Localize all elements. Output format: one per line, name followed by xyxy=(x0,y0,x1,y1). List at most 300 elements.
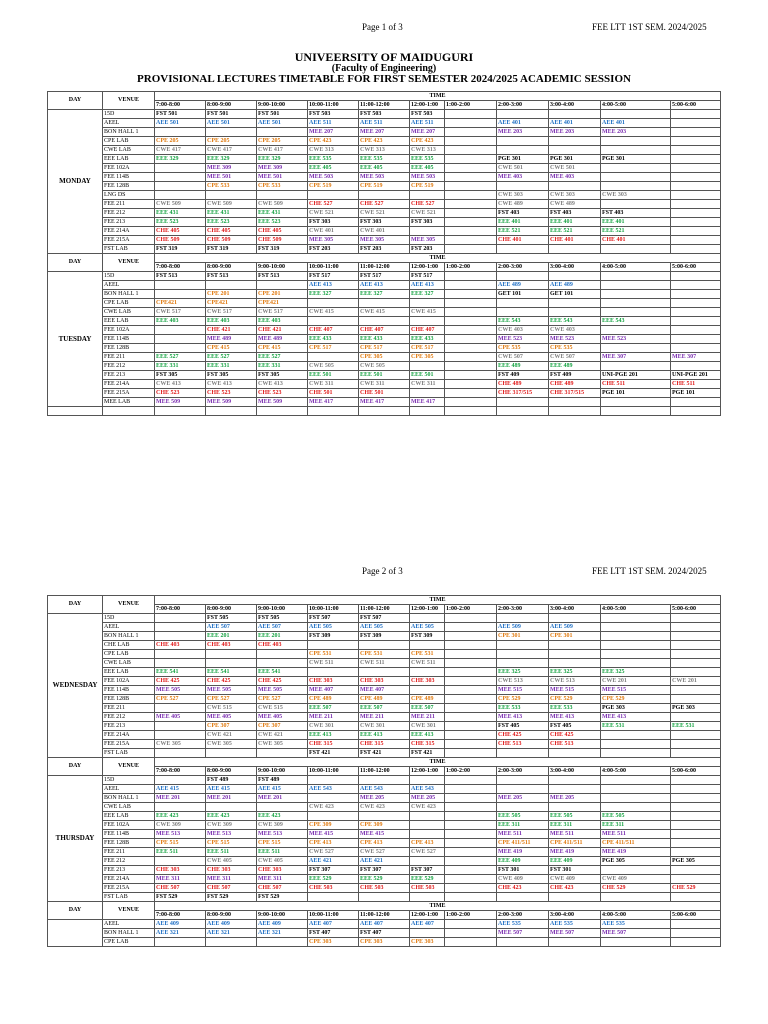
course-cell xyxy=(257,659,308,668)
course-cell: MEE 205 xyxy=(359,794,410,803)
course-cell: MEE 507 xyxy=(601,929,671,938)
course-cell: FST 305 xyxy=(206,371,257,380)
course-cell: CWE 511 xyxy=(308,659,359,668)
course-cell: CWE 405 xyxy=(206,857,257,866)
course-cell xyxy=(671,209,721,218)
empty-cell xyxy=(497,407,549,416)
course-cell xyxy=(671,650,721,659)
course-cell xyxy=(549,938,601,947)
course-cell: EEE 401 xyxy=(497,218,549,227)
course-cell xyxy=(410,929,445,938)
course-cell xyxy=(671,272,721,281)
course-cell: CHE 489 xyxy=(549,380,601,389)
course-cell: EEE 433 xyxy=(308,335,359,344)
course-cell xyxy=(601,290,671,299)
course-cell: CHE 503 xyxy=(359,884,410,893)
course-cell: CHE 509 xyxy=(206,236,257,245)
course-cell xyxy=(410,641,445,650)
venue-cell: FEE 114B xyxy=(103,173,155,182)
course-cell xyxy=(601,731,671,740)
course-cell xyxy=(206,281,257,290)
course-cell: EEE 531 xyxy=(601,722,671,731)
course-cell: CWE 517 xyxy=(155,308,206,317)
course-cell: CHE 407 xyxy=(308,326,359,335)
course-cell xyxy=(671,218,721,227)
course-cell xyxy=(410,317,445,326)
course-cell: EEE 505 xyxy=(601,812,671,821)
course-cell: MEE 415 xyxy=(308,830,359,839)
course-cell: CPE 411/511 xyxy=(549,839,601,848)
course-cell xyxy=(445,785,497,794)
time-slot-header: 4:00-5:00 xyxy=(601,911,671,920)
course-cell: EEE 329 xyxy=(257,155,308,164)
course-cell: FST 505 xyxy=(257,614,308,623)
course-cell xyxy=(155,290,206,299)
time-slot-header: 8:00-9:00 xyxy=(206,911,257,920)
course-cell: EEE 535 xyxy=(308,155,359,164)
course-cell: CHE 317/515 xyxy=(549,389,601,398)
course-cell: CWE 527 xyxy=(359,848,410,857)
course-cell: MEE 501 xyxy=(206,173,257,182)
course-cell xyxy=(497,749,549,758)
blank-row xyxy=(48,407,721,416)
course-cell: CHE 527 xyxy=(410,200,445,209)
venue-cell: FEE 128B xyxy=(103,344,155,353)
time-slot-header: 4:00-5:00 xyxy=(601,767,671,776)
course-cell xyxy=(671,785,721,794)
course-cell: CHE 403 xyxy=(257,641,308,650)
time-slot-header: 5:00-6:00 xyxy=(671,911,721,920)
table-row xyxy=(48,281,721,290)
course-cell: EEE 521 xyxy=(549,227,601,236)
course-cell: FST 529 xyxy=(155,893,206,902)
course-cell: EEE 405 xyxy=(359,164,410,173)
course-cell xyxy=(601,146,671,155)
course-cell xyxy=(497,641,549,650)
course-cell xyxy=(671,740,721,749)
course-cell: FST 503 xyxy=(410,110,445,119)
course-cell xyxy=(671,668,721,677)
course-cell xyxy=(308,353,359,362)
table-row xyxy=(48,938,721,947)
course-cell: CWE 507 xyxy=(549,353,601,362)
course-cell xyxy=(671,848,721,857)
time-header: TIME xyxy=(155,92,721,101)
course-cell: MEE 419 xyxy=(601,848,671,857)
course-cell: FST 305 xyxy=(257,371,308,380)
time-slot-header: 2:00-3:00 xyxy=(497,605,549,614)
course-cell: CHE 405 xyxy=(257,227,308,236)
time-slot-header: 1:00-2:00 xyxy=(445,605,497,614)
table-row xyxy=(48,614,721,623)
table-row xyxy=(48,929,721,938)
course-cell: CWE 417 xyxy=(257,146,308,155)
course-cell: MEE 413 xyxy=(549,713,601,722)
course-cell: EEE 521 xyxy=(601,227,671,236)
course-cell xyxy=(445,335,497,344)
course-cell: EEE 529 xyxy=(410,875,445,884)
course-cell: AEE 489 xyxy=(497,281,549,290)
course-cell xyxy=(445,713,497,722)
course-cell: CWE 501 xyxy=(497,164,549,173)
course-cell xyxy=(445,749,497,758)
course-cell: MEE 201 xyxy=(206,794,257,803)
course-cell: CHE 511 xyxy=(601,380,671,389)
page-number: Page 1 of 3 xyxy=(362,22,403,32)
day-header: DAY xyxy=(48,596,103,614)
course-cell: CHE 407 xyxy=(410,326,445,335)
time-slot-header: 11:00-12:00 xyxy=(359,263,410,272)
course-cell: FST 403 xyxy=(497,209,549,218)
course-cell: EEE 329 xyxy=(206,155,257,164)
course-cell: CWE 517 xyxy=(257,308,308,317)
course-cell xyxy=(410,668,445,677)
table-row xyxy=(48,857,721,866)
course-cell: EEE 489 xyxy=(549,362,601,371)
course-cell: EEE 327 xyxy=(359,290,410,299)
course-cell: EEE 433 xyxy=(359,335,410,344)
course-cell: CHE 523 xyxy=(206,389,257,398)
course-cell: EEE 311 xyxy=(497,821,549,830)
course-cell: CHE 489 xyxy=(497,380,549,389)
time-slot-header: 2:00-3:00 xyxy=(497,101,549,110)
course-cell: MEE 305 xyxy=(308,236,359,245)
venue-cell: FEE 213 xyxy=(103,866,155,875)
table-row xyxy=(48,785,721,794)
course-cell: CWE 401 xyxy=(308,227,359,236)
course-cell xyxy=(497,398,549,407)
venue-header: VENUE xyxy=(103,902,155,920)
course-cell: FST 501 xyxy=(206,110,257,119)
venue-header: VENUE xyxy=(103,254,155,272)
venue-cell: FEE 102A xyxy=(103,326,155,335)
venue-cell: FST LAB xyxy=(103,245,155,254)
course-cell: AEE 321 xyxy=(155,929,206,938)
course-cell: EEE 401 xyxy=(549,218,601,227)
course-cell: MEE 311 xyxy=(155,875,206,884)
course-cell: EEE 523 xyxy=(155,218,206,227)
course-cell: CWE 405 xyxy=(257,857,308,866)
course-cell: FST 203 xyxy=(410,245,445,254)
course-cell xyxy=(445,281,497,290)
course-cell: CWE 513 xyxy=(549,677,601,686)
course-cell: AEE 501 xyxy=(206,119,257,128)
course-cell: EEE 489 xyxy=(497,362,549,371)
course-cell: CPE 411/511 xyxy=(497,839,549,848)
venue-cell: FST LAB xyxy=(103,749,155,758)
time-slot-header: 7:00-8:00 xyxy=(155,911,206,920)
course-cell xyxy=(497,182,549,191)
course-cell: CPE 305 xyxy=(359,353,410,362)
course-cell: CPE 531 xyxy=(359,650,410,659)
course-cell: EEE 325 xyxy=(497,668,549,677)
course-cell: CPE 489 xyxy=(359,695,410,704)
venue-cell: FEE 212 xyxy=(103,713,155,722)
course-cell xyxy=(549,182,601,191)
course-cell: CWE 417 xyxy=(155,146,206,155)
course-cell: CPE 205 xyxy=(206,137,257,146)
course-cell: PGE 101 xyxy=(671,389,721,398)
course-cell: CWE 415 xyxy=(410,308,445,317)
course-cell xyxy=(671,227,721,236)
course-cell xyxy=(671,938,721,947)
course-cell xyxy=(257,749,308,758)
course-cell xyxy=(257,650,308,659)
course-cell: CHE 303 xyxy=(257,866,308,875)
course-cell xyxy=(445,623,497,632)
course-cell xyxy=(601,749,671,758)
course-cell: EEE 533 xyxy=(497,704,549,713)
course-cell xyxy=(445,920,497,929)
table-row xyxy=(48,173,721,182)
course-cell: CPE 529 xyxy=(549,695,601,704)
course-cell: EEE 329 xyxy=(155,155,206,164)
course-cell: CHE 401 xyxy=(601,236,671,245)
table-row xyxy=(48,866,721,875)
course-cell xyxy=(601,344,671,353)
table-row xyxy=(48,209,721,218)
venue-cell: FEE 102A xyxy=(103,164,155,173)
table-row xyxy=(48,308,721,317)
table-row xyxy=(48,110,721,119)
course-cell xyxy=(601,614,671,623)
table-row xyxy=(48,362,721,371)
course-cell: MEE 505 xyxy=(257,686,308,695)
venue-cell: CWE LAB xyxy=(103,803,155,812)
course-cell: MEE 311 xyxy=(206,875,257,884)
course-cell xyxy=(206,938,257,947)
course-cell: CWE 509 xyxy=(155,200,206,209)
course-cell xyxy=(155,776,206,785)
time-slot-header: 5:00-6:00 xyxy=(671,605,721,614)
time-slot-header: 9:00-10:00 xyxy=(257,101,308,110)
course-cell xyxy=(445,155,497,164)
venue-cell: CWE LAB xyxy=(103,146,155,155)
course-cell: CHE 511 xyxy=(671,380,721,389)
course-cell xyxy=(549,272,601,281)
course-cell: CHE 423 xyxy=(497,884,549,893)
course-cell: CHE 421 xyxy=(206,326,257,335)
time-slot-header: 11:00-12:00 xyxy=(359,767,410,776)
venue-header: VENUE xyxy=(103,92,155,110)
course-cell: CWE 303 xyxy=(549,191,601,200)
course-cell: PGE 101 xyxy=(601,389,671,398)
course-cell xyxy=(671,110,721,119)
course-cell: EEE 505 xyxy=(549,812,601,821)
venue-cell: CHE LAB xyxy=(103,641,155,650)
course-cell: CWE 501 xyxy=(549,164,601,173)
course-cell: FST 319 xyxy=(206,245,257,254)
course-cell xyxy=(445,245,497,254)
course-cell xyxy=(601,659,671,668)
course-cell: CHE 513 xyxy=(549,740,601,749)
course-cell: CHE 315 xyxy=(308,740,359,749)
course-cell: AEE 505 xyxy=(359,623,410,632)
course-cell xyxy=(671,344,721,353)
course-cell: EEE 409 xyxy=(497,857,549,866)
course-cell: EEE 535 xyxy=(359,155,410,164)
course-cell: FST 407 xyxy=(359,929,410,938)
course-cell: MEE 489 xyxy=(206,335,257,344)
course-cell: EEE 325 xyxy=(601,668,671,677)
course-cell xyxy=(308,641,359,650)
course-cell xyxy=(549,299,601,308)
course-cell: MEE 413 xyxy=(497,713,549,722)
course-cell xyxy=(445,137,497,146)
course-cell: CHE 405 xyxy=(155,227,206,236)
venue-cell: FEE 128B xyxy=(103,839,155,848)
course-cell xyxy=(601,650,671,659)
course-cell: EEE 431 xyxy=(257,209,308,218)
venue-cell: FST LAB xyxy=(103,893,155,902)
venue-cell: FEE 211 xyxy=(103,848,155,857)
course-cell xyxy=(671,326,721,335)
course-cell xyxy=(671,713,721,722)
course-cell: CHE 503 xyxy=(308,884,359,893)
course-cell: AEE 535 xyxy=(549,920,601,929)
venue-cell: FEE 214A xyxy=(103,380,155,389)
course-cell xyxy=(155,128,206,137)
time-slot-header: 1:00-2:00 xyxy=(445,767,497,776)
course-cell: CWE 413 xyxy=(206,380,257,389)
course-cell: CPE 423 xyxy=(410,137,445,146)
course-cell xyxy=(155,857,206,866)
course-cell xyxy=(549,308,601,317)
time-slot-header: 12:00-1:00 xyxy=(410,605,445,614)
course-cell: CWE 489 xyxy=(497,200,549,209)
course-cell: MEE 513 xyxy=(206,830,257,839)
course-cell: FST 409 xyxy=(497,371,549,380)
time-slot-header: 2:00-3:00 xyxy=(497,767,549,776)
venue-cell: BON HALL 1 xyxy=(103,929,155,938)
course-cell: CWE 313 xyxy=(410,146,445,155)
course-cell: MEE 203 xyxy=(549,128,601,137)
course-cell: MEE 515 xyxy=(549,686,601,695)
course-cell: CPE 415 xyxy=(206,344,257,353)
table-row xyxy=(48,344,721,353)
course-cell: CWE 201 xyxy=(671,677,721,686)
course-cell xyxy=(410,362,445,371)
table-row xyxy=(48,659,721,668)
course-cell: FST 405 xyxy=(497,722,549,731)
course-cell xyxy=(671,875,721,884)
course-cell: CWE 311 xyxy=(308,380,359,389)
course-cell: EEE 327 xyxy=(410,290,445,299)
course-cell: AEE 421 xyxy=(359,857,410,866)
course-cell xyxy=(445,119,497,128)
course-cell xyxy=(601,281,671,290)
course-cell xyxy=(671,128,721,137)
course-cell: CWE 515 xyxy=(257,704,308,713)
course-cell: AEE 413 xyxy=(410,281,445,290)
course-cell: CPE 303 xyxy=(308,938,359,947)
venue-cell: AEEL xyxy=(103,119,155,128)
course-cell xyxy=(257,938,308,947)
table-row xyxy=(48,317,721,326)
table-row xyxy=(48,182,721,191)
course-cell xyxy=(601,110,671,119)
course-cell xyxy=(445,317,497,326)
course-cell: AEE 415 xyxy=(155,785,206,794)
time-slot-header: 8:00-9:00 xyxy=(206,263,257,272)
course-cell: EEE 331 xyxy=(206,362,257,371)
course-cell: MEE 505 xyxy=(206,686,257,695)
course-cell: CPE 201 xyxy=(257,290,308,299)
course-cell: MEE 509 xyxy=(155,398,206,407)
course-cell xyxy=(410,830,445,839)
course-cell: AEE 321 xyxy=(257,929,308,938)
course-cell: GET 101 xyxy=(549,290,601,299)
course-cell: CHE 503 xyxy=(410,884,445,893)
course-cell xyxy=(410,227,445,236)
course-cell xyxy=(445,893,497,902)
course-cell: CWE 301 xyxy=(359,722,410,731)
course-cell: AEE 535 xyxy=(497,920,549,929)
course-cell xyxy=(671,929,721,938)
course-cell: CWE 423 xyxy=(359,803,410,812)
course-cell: CWE 309 xyxy=(257,821,308,830)
course-cell: MEE 413 xyxy=(601,713,671,722)
course-cell: MEE 523 xyxy=(497,335,549,344)
course-cell: MEE 207 xyxy=(308,128,359,137)
course-cell xyxy=(445,182,497,191)
course-cell xyxy=(671,776,721,785)
time-slot-header: 2:00-3:00 xyxy=(497,263,549,272)
course-cell: CHE 401 xyxy=(549,236,601,245)
course-cell xyxy=(549,749,601,758)
course-cell xyxy=(671,893,721,902)
course-cell: AEE 401 xyxy=(497,119,549,128)
table-row xyxy=(48,380,721,389)
course-cell: FST 309 xyxy=(308,632,359,641)
timetable-heading: PROVISIONAL LECTURES TIMETABLE FOR FIRST SEMESTER 2024/2025 ACADEMIC SESSION xyxy=(137,73,631,85)
course-cell: MEE 407 xyxy=(359,686,410,695)
course-cell: CPE421 xyxy=(155,299,206,308)
course-cell: CWE 423 xyxy=(410,803,445,812)
course-cell: MEE 417 xyxy=(308,398,359,407)
course-cell: MEE 403 xyxy=(497,173,549,182)
venue-cell: CPE LAB xyxy=(103,650,155,659)
course-cell: FST 507 xyxy=(308,614,359,623)
course-cell xyxy=(549,893,601,902)
table-row xyxy=(48,830,721,839)
course-cell: CWE 401 xyxy=(359,227,410,236)
course-cell: CPE 517 xyxy=(410,344,445,353)
course-cell: FST 501 xyxy=(155,110,206,119)
course-cell xyxy=(671,308,721,317)
course-cell: MEE 203 xyxy=(601,128,671,137)
course-cell xyxy=(155,650,206,659)
table-row xyxy=(48,389,721,398)
course-cell xyxy=(601,362,671,371)
course-cell: CPE 489 xyxy=(308,695,359,704)
table-row xyxy=(48,704,721,713)
course-cell xyxy=(497,614,549,623)
course-cell: CPE 413 xyxy=(308,839,359,848)
course-cell xyxy=(445,128,497,137)
course-cell xyxy=(601,308,671,317)
course-cell: EEE 523 xyxy=(206,218,257,227)
course-cell: MEE 405 xyxy=(257,713,308,722)
day-header: DAY xyxy=(48,254,103,272)
course-cell xyxy=(445,866,497,875)
course-cell: CHE 303 xyxy=(308,677,359,686)
course-cell xyxy=(155,614,206,623)
course-cell: AEE 409 xyxy=(155,920,206,929)
table-row xyxy=(48,848,721,857)
course-cell: MEE 507 xyxy=(497,929,549,938)
time-header: TIME xyxy=(155,902,721,911)
